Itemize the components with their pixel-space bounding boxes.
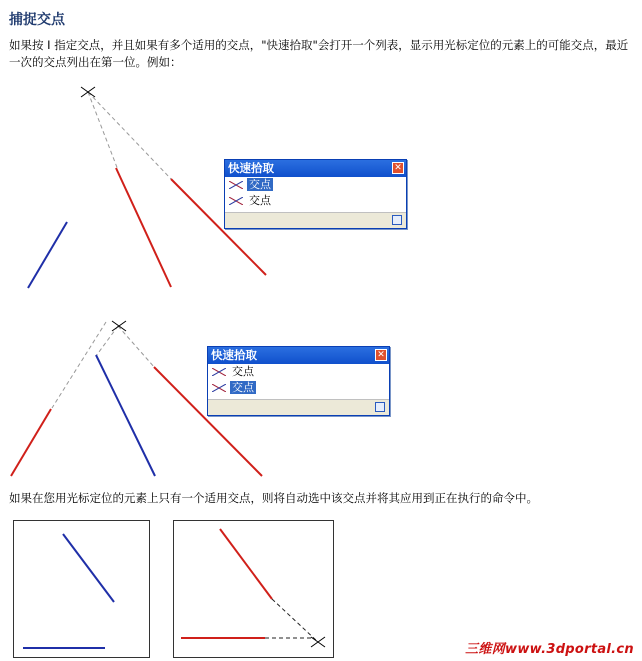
single-intersection-paragraph: 如果在您用光标定位的元素上只有一个适用交点，则将自动选中该交点并将其应用到正在执行的命令中。 bbox=[9, 491, 538, 505]
quickpick-title: 快速拾取 bbox=[211, 348, 257, 362]
fig4-red-line-diagonal bbox=[220, 529, 272, 599]
fig1-intersection-marker bbox=[81, 87, 95, 97]
intersection-icon bbox=[229, 197, 243, 205]
fig2-dashed-line-c bbox=[118, 326, 155, 368]
quickpick-title: 快速拾取 bbox=[228, 161, 274, 175]
quickpick-item-2[interactable] bbox=[208, 380, 389, 396]
fig3-blue-line-diagonal bbox=[63, 534, 114, 602]
quickpick-item-1[interactable] bbox=[208, 364, 389, 380]
intersection-icon bbox=[212, 368, 226, 376]
quickpick-window-1[interactable] bbox=[224, 159, 407, 229]
quickpick-titlebar[interactable] bbox=[208, 347, 389, 364]
page-title: 捕捉交点 bbox=[9, 12, 65, 28]
quickpick-footer bbox=[225, 212, 406, 228]
figure-3-frame bbox=[13, 520, 150, 658]
options-icon[interactable] bbox=[375, 402, 385, 412]
fig1-dashed-line-b bbox=[88, 92, 172, 180]
fig2-dashed-line-a bbox=[96, 326, 118, 356]
quickpick-window-2[interactable] bbox=[207, 346, 390, 416]
intersection-icon bbox=[229, 181, 243, 189]
figure-4-frame bbox=[173, 520, 334, 658]
close-icon[interactable]: ✕ bbox=[392, 162, 404, 174]
quickpick-item-label: 交点 bbox=[249, 194, 271, 207]
figure-3 bbox=[14, 521, 151, 659]
close-icon[interactable]: ✕ bbox=[375, 349, 387, 361]
fig2-dashed-line-b bbox=[52, 322, 106, 408]
fig4-dashed-line-diagonal bbox=[272, 599, 318, 642]
fig2-intersection-marker bbox=[112, 321, 126, 331]
fig1-blue-line bbox=[28, 222, 67, 288]
watermark: 三维网www.3dportal.cn bbox=[465, 642, 634, 657]
fig1-red-line-1 bbox=[116, 168, 171, 287]
quickpick-item-1[interactable] bbox=[225, 177, 406, 193]
options-icon[interactable] bbox=[392, 215, 402, 225]
fig2-blue-line bbox=[96, 355, 155, 476]
quickpick-item-label: 交点 bbox=[232, 381, 254, 394]
quickpick-item-2[interactable] bbox=[225, 193, 406, 209]
fig4-intersection-marker bbox=[311, 637, 325, 647]
figure-4 bbox=[174, 521, 335, 659]
quickpick-footer bbox=[208, 399, 389, 415]
quickpick-item-label: 交点 bbox=[249, 178, 271, 191]
intro-paragraph: 如果按 I 指定交点，并且如果有多个适用的交点，"快速拾取"会打开一个列表，显示用光标定位的元素上的可能交点，最近一次的交点列出在第一位。例如： bbox=[9, 38, 629, 69]
fig1-dashed-line-a bbox=[88, 92, 118, 170]
intersection-icon bbox=[212, 384, 226, 392]
fig2-red-line-1 bbox=[11, 409, 51, 476]
quickpick-titlebar[interactable] bbox=[225, 160, 406, 177]
quickpick-item-label: 交点 bbox=[232, 365, 254, 378]
